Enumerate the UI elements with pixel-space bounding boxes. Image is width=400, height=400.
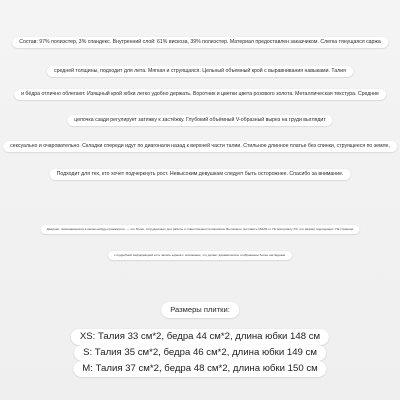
size-line-s: S: Талия 35 см*2, бедра 46 см*2, длина юбки 149 см [74,345,326,361]
description-line-4: цепочка сзади регулирует затяжку к застёжку. Глубокий объёмный V-образный вырез на груди выглядит [67,115,332,126]
description-line-3: и бёдра отлично облегают. Изящный крой юбки легко удобно держать. Воротник и цветки цвета розового золота. Металлическая текстура. Средние [14,89,386,100]
note-line-2: с подробной информацией есть запись экрана с описанием, что делает динамическое отображение более наглядным. [108,251,292,260]
description-line-2: средней толщины, подходит для лета. Мягкая и струящаяся. Цельный объемный крой с выравнивания навыками. Талия [47,66,353,77]
size-line-m: M: Талия 37 см*2, бедра 48 см*2, длина юбки 150 см [73,361,326,377]
description-line-6: Подходит для тех, кто хочет подчеркнуть рост. Невысоким девушкам следует быть осторожнее. Спасибо за внимание. [50,169,351,180]
note-line-1: Девушки, помещающиеся в каком-нибудь промежутке, — это блоки, сотрудничают для работы и ответственности магазина. Вы можете поставить 164/91 кг. По материалу XS, это размер подходящих. На странице [41,225,360,234]
sizes-title: Размеры плитки: [161,302,239,318]
size-line-xs: XS: Талия 33 см*2, бедра 44 см*2, длина юбки 148 см [71,329,329,345]
description-line-1: Состав: 97% полиэстер, 3% спандекс. Внутренний слой: 61% вискоза, 39% полиэстер. Материал предоставлен заказчиком. Слегка тянущаяся саржа [12,37,388,48]
description-line-5: сексуально и очаровательно. Складки спереди идут по диагонали назад к верхней части талии. Стильное длинное платье без спинки, струящееся по земле, [3,141,397,152]
